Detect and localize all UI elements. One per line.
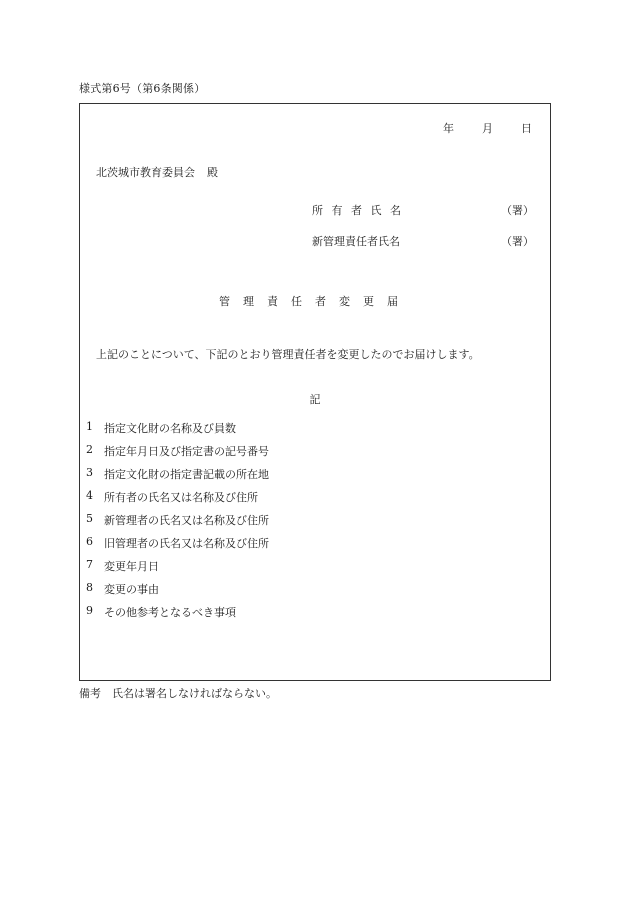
list-item bbox=[86, 581, 269, 604]
item-text: 新管理者の氏名又は名称及び住所 bbox=[104, 514, 269, 527]
new-manager-signature-row bbox=[312, 233, 534, 249]
list-item bbox=[86, 443, 269, 466]
list-item bbox=[86, 489, 269, 512]
owner-signature-mark: （署） bbox=[501, 204, 534, 217]
form-number: 様式第6号（第6条関係） bbox=[79, 82, 206, 95]
item-number: 6 bbox=[86, 535, 93, 548]
item-text: 所有者の氏名又は名称及び住所 bbox=[104, 491, 258, 504]
date-year-label: 年 bbox=[443, 122, 454, 135]
item-number: 5 bbox=[86, 512, 93, 525]
new-manager-signature-mark: （署） bbox=[501, 235, 534, 248]
list-item bbox=[86, 466, 269, 489]
item-number: 9 bbox=[86, 604, 93, 617]
remarks-label: 備考 bbox=[79, 687, 101, 700]
owner-signature-row bbox=[312, 202, 534, 218]
form-frame bbox=[79, 103, 551, 681]
date-line bbox=[443, 120, 532, 136]
ki-heading: 記 bbox=[309, 393, 321, 406]
item-text: その他参考となるべき事項 bbox=[104, 606, 236, 619]
list-item bbox=[86, 512, 269, 535]
owner-name-label: 所有者氏名 bbox=[312, 204, 410, 217]
addressee-name: 北茨城市教育委員会 bbox=[96, 166, 195, 179]
item-number: 2 bbox=[86, 443, 93, 456]
item-text: 指定年月日及び指定書の記号番号 bbox=[104, 445, 269, 458]
item-text: 変更の事由 bbox=[104, 583, 159, 596]
list-item bbox=[86, 604, 269, 627]
item-number: 8 bbox=[86, 581, 93, 594]
date-day-label: 日 bbox=[521, 122, 532, 135]
remarks-note bbox=[79, 685, 277, 701]
body-text: 上記のことについて、下記のとおり管理責任者を変更したのでお届けします。 bbox=[96, 348, 480, 361]
item-text: 変更年月日 bbox=[104, 560, 159, 573]
item-list bbox=[86, 420, 269, 627]
item-text: 旧管理者の氏名又は名称及び住所 bbox=[104, 537, 269, 550]
item-text: 指定文化財の指定書記載の所在地 bbox=[104, 468, 269, 481]
addressee bbox=[96, 164, 218, 180]
item-number: 4 bbox=[86, 489, 93, 502]
item-number: 3 bbox=[86, 466, 93, 479]
list-item bbox=[86, 420, 269, 443]
list-item bbox=[86, 558, 269, 581]
item-text: 指定文化財の名称及び員数 bbox=[104, 422, 236, 435]
item-number: 1 bbox=[86, 420, 93, 433]
list-item bbox=[86, 535, 269, 558]
addressee-honorific: 殿 bbox=[207, 166, 218, 179]
document-title: 管理責任者変更届 bbox=[219, 295, 411, 308]
new-manager-name-label: 新管理責任者氏名 bbox=[312, 235, 400, 248]
remarks-text: 氏名は署名しなければならない。 bbox=[112, 687, 277, 700]
item-number: 7 bbox=[86, 558, 93, 571]
date-month-label: 月 bbox=[482, 122, 493, 135]
